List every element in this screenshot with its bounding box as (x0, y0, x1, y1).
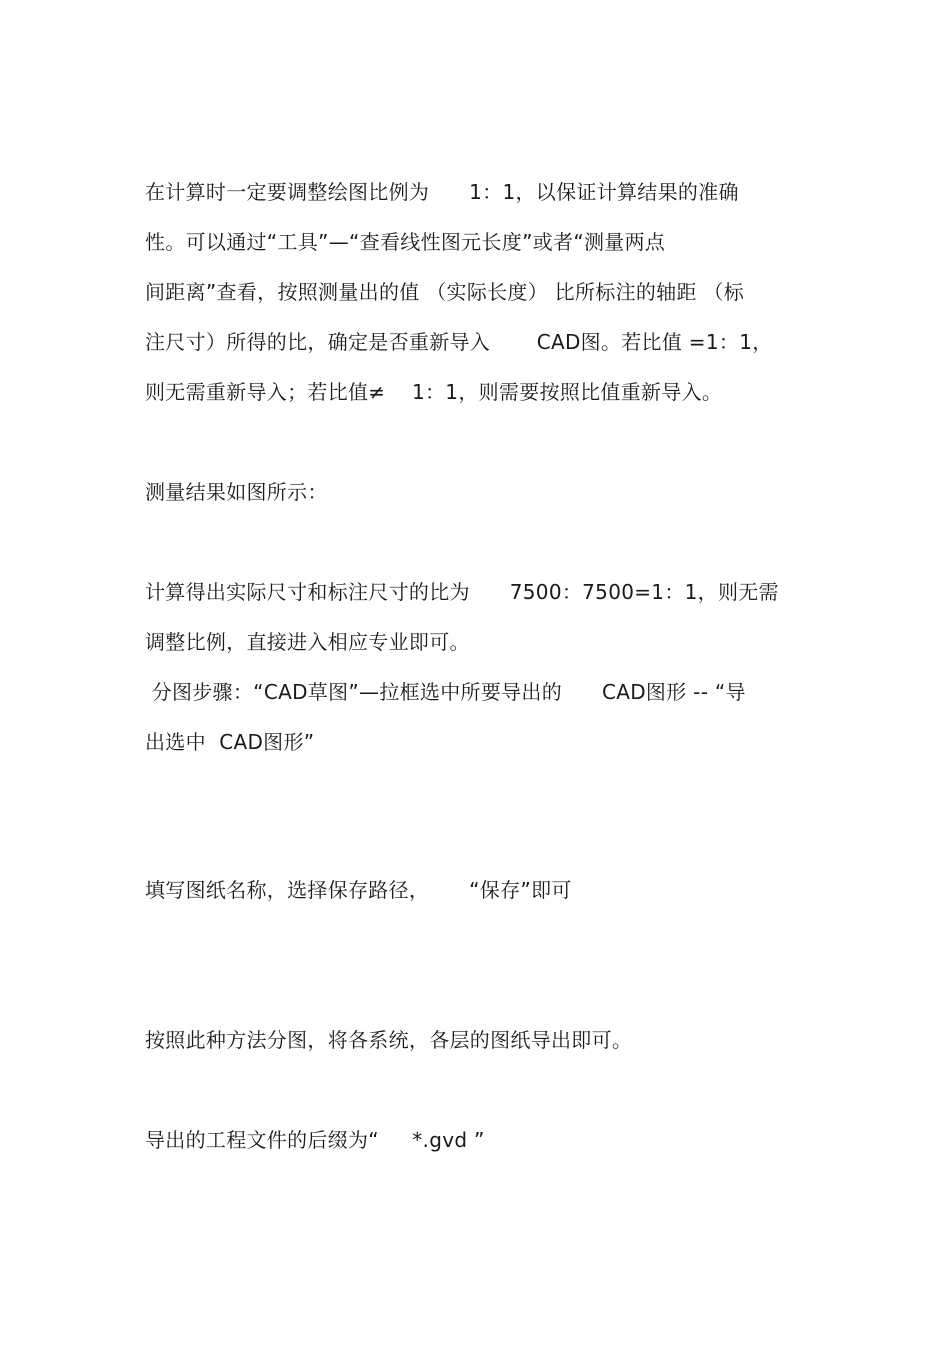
paragraph-3-line-2: 出选中 CAD图形” (145, 730, 315, 754)
export-method-caption: 按照此种方法分图，将各系统，各层的图纸导出即可。 (145, 1028, 633, 1052)
paragraph-1-line-2: 性。可以通过“工具”—“查看线性图元长度”或者“测量两点 (145, 230, 666, 254)
paragraph-2-line-1: 计算得出实际尺寸和标注尺寸的比为 7500：7500=1：1，则无需 (145, 580, 779, 604)
fill-name-caption: 填写图纸名称，选择保存路径， “保存”即可 (145, 878, 572, 902)
paragraph-1-line-5: 则无需重新导入；若比值≠ 1：1，则需要按照比值重新导入。 (145, 380, 723, 404)
measure-result-caption: 测量结果如图所示： (145, 480, 328, 504)
file-suffix-caption: 导出的工程文件的后缀为“ *.gvd ” (145, 1128, 485, 1152)
paragraph-1-line-4: 注尺寸）所得的比，确定是否重新导入 CAD图。若比值 =1：1， (145, 330, 773, 354)
paragraph-2-line-2: 调整比例，直接进入相应专业即可。 (145, 630, 470, 654)
paragraph-3-line-1: 分图步骤：“CAD草图”—拉框选中所要导出的 CAD图形 -- “导 (145, 680, 746, 704)
paragraph-1-line-1: 在计算时一定要调整绘图比例为 1：1，以保证计算结果的准确 (145, 180, 739, 204)
paragraph-1-line-3: 间距离”查看，按照测量出的值 （实际长度） 比所标注的轴距 （标 (145, 280, 745, 304)
